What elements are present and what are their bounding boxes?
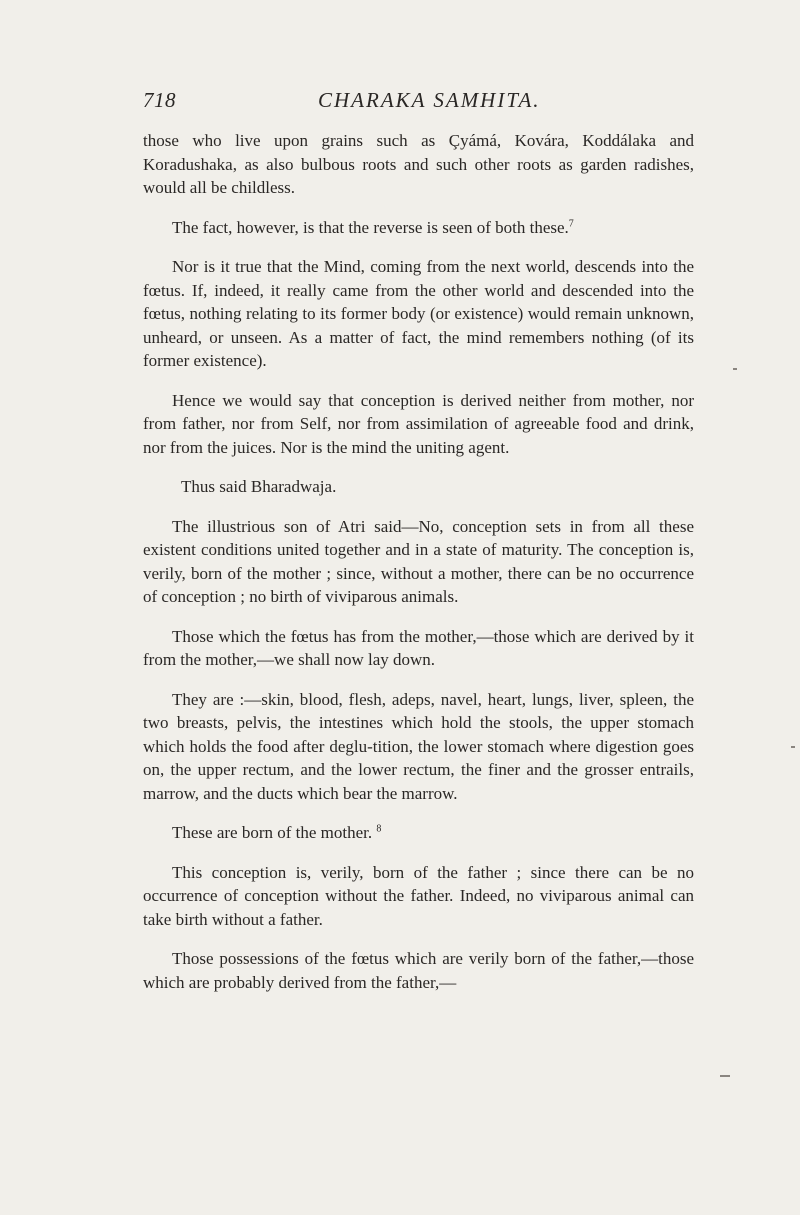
paragraph: Those possessions of the fœtus which are verily born of the father,—those which are probably derived from the father,— <box>143 949 694 992</box>
paragraph: Those which the fœtus has from the mother,—those which are derived by it from the mother,—we shall now lay down. <box>143 626 694 669</box>
paragraph: The illustrious son of Atri said—No, conception sets in from all these existent conditions united together and in a state of maturity. The conception is, verily, born of the mother ; since, without a mother, there can be no occurrence of conception ; no birth of viviparous animals. <box>143 516 694 606</box>
paragraph: Thus said Bharadwaja. <box>181 477 337 496</box>
paragraph: They are :—skin, blood, flesh, adeps, navel, heart, lungs, liver, spleen, the two breasts, pelvis, the intestines which hold the stools, the upper stomach which holds the food after deglu-tition, the lower stomach where digestion goes on, the upper rectum, and the lower rectum, the finer and the grosser entrails, marrow, and the ducts which bear the marrow. <box>143 689 694 803</box>
paragraph: These are born of the mother. $^8$ <box>172 823 382 842</box>
footnote-ref: 8 <box>376 823 382 835</box>
paragraph: Hence we would say that conception is derived neither from mother, nor from father, nor from Self, nor from assimilation of agreeable food and drink, nor from the juices. Nor is the mind the uniting agent. <box>143 390 694 457</box>
scan-speck <box>720 1075 730 1077</box>
paragraph: those who live upon grains such as Çyámá, Kovára, Koddálaka and Koradushaka, as also bulbous roots and such other roots as garden radishes, would all be childless. <box>143 131 694 197</box>
paragraph: The fact, however, is that the reverse is seen of both these.$^7$ <box>172 217 574 237</box>
page-header <box>143 88 693 118</box>
scan-speck <box>733 368 737 370</box>
paragraph: This conception is, verily, born of the father ; since there can be no occurrence of conception without the father. Indeed, no viviparous animal can take birth without a father. <box>143 862 694 929</box>
footnote-ref: 7 <box>568 217 574 229</box>
body-text <box>143 129 694 994</box>
scan-speck <box>791 746 795 748</box>
paragraph: Nor is it true that the Mind, coming from the next world, descends into the fœtus. If, indeed, it really came from the other world and descended into the fœtus, nothing relating to its former body (or existence) would remain unknown, unheard, or unseen. As a matter of fact, the mind remembers nothing (of its former existence). <box>143 257 694 370</box>
running-title: CHARAKA SAMHITA. <box>318 88 541 112</box>
page-number: 718 <box>143 88 176 112</box>
